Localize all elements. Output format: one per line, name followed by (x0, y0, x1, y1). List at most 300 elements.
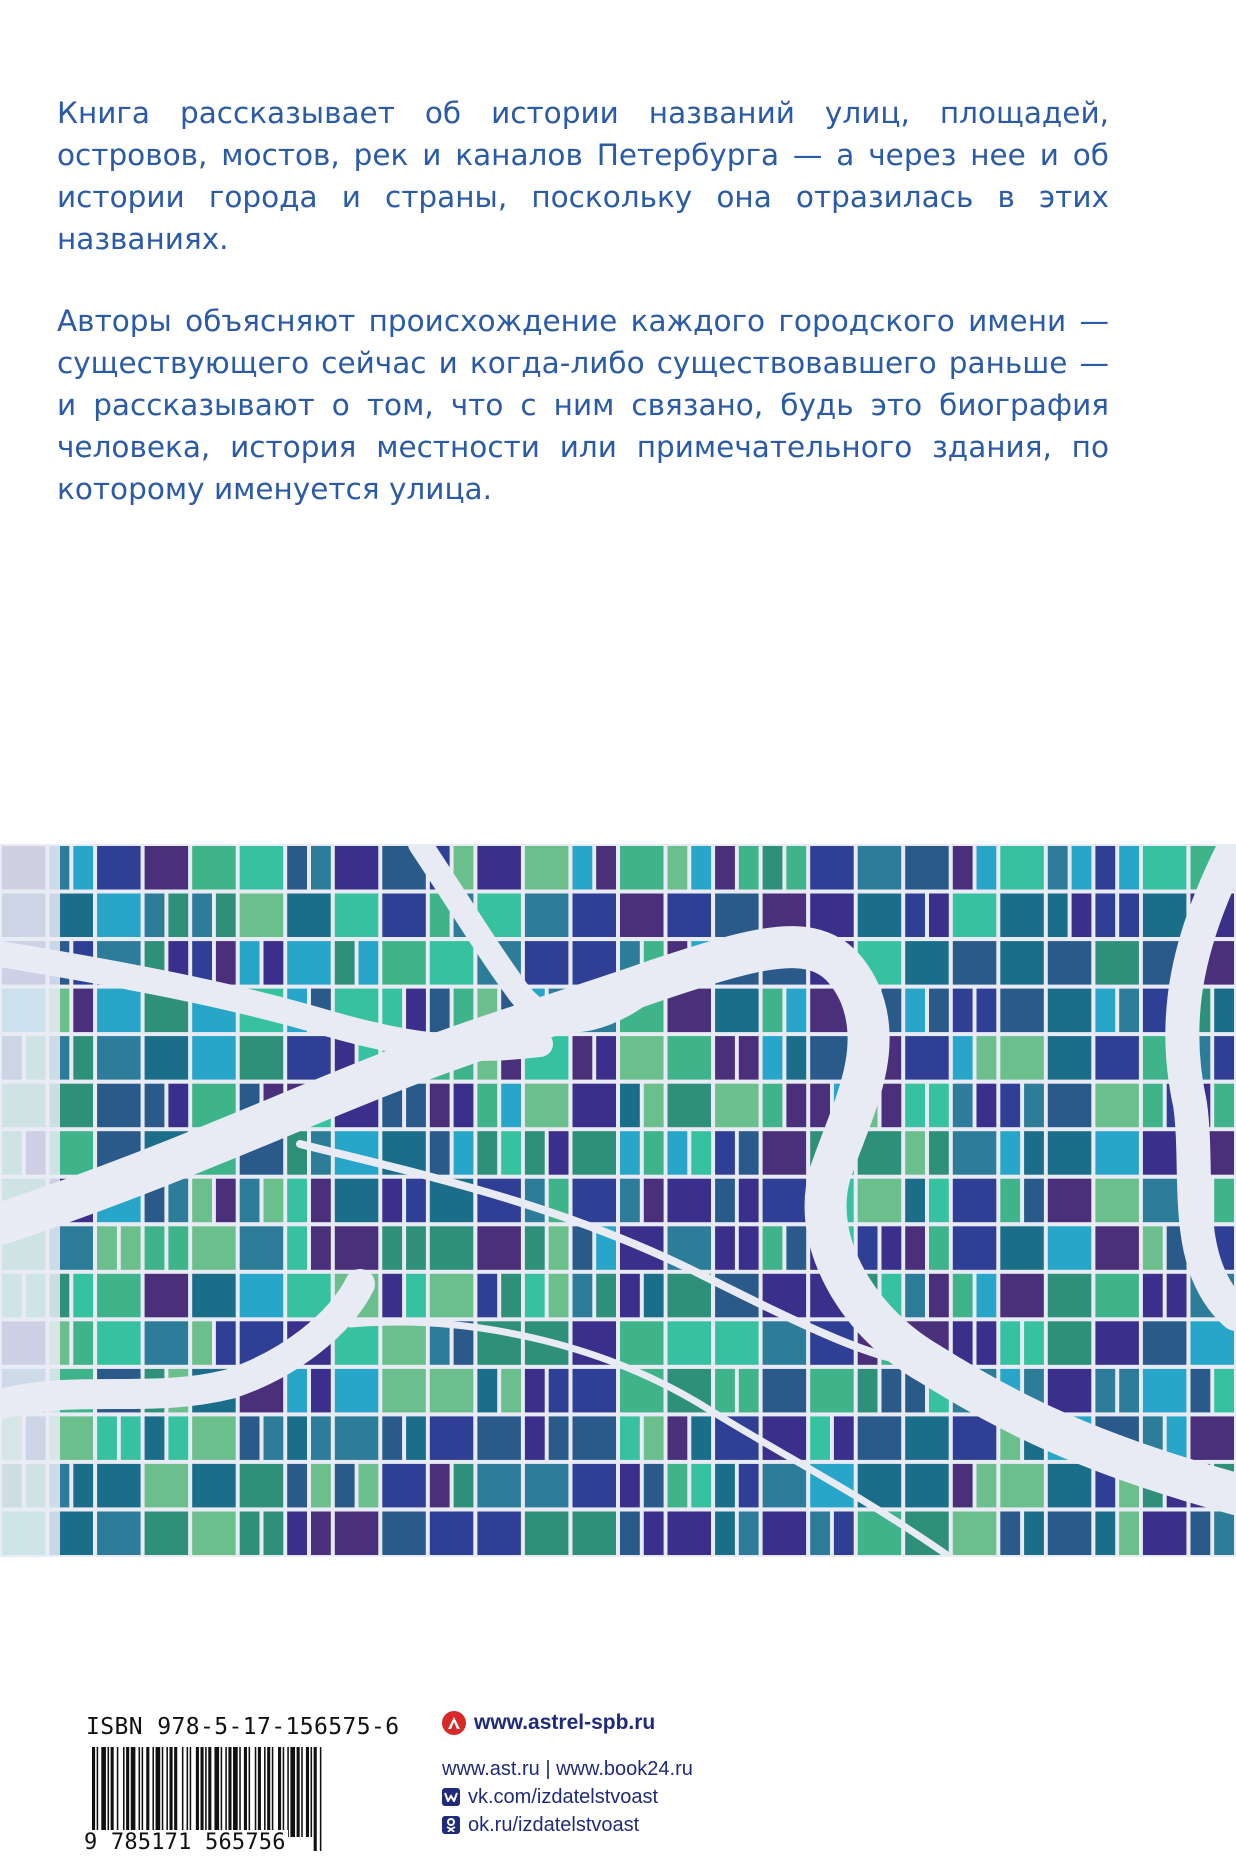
map-block (715, 1369, 735, 1413)
map-block (691, 1464, 711, 1508)
map-block (905, 846, 949, 890)
map-block (953, 989, 973, 1033)
map-block (501, 1131, 521, 1175)
barcode-bar (249, 1747, 251, 1837)
barcode-bar (301, 1747, 303, 1837)
map-block (525, 1226, 545, 1270)
map-block (763, 1084, 783, 1128)
map-block (145, 1416, 165, 1460)
map-block (477, 846, 521, 890)
map-block (454, 1464, 474, 1508)
map-block (905, 1274, 925, 1318)
map-block (240, 1179, 260, 1223)
map-block (382, 1512, 426, 1556)
map-block (406, 1179, 426, 1223)
astrel-logo-icon (442, 1711, 466, 1735)
map-block (382, 1274, 402, 1318)
map-block (905, 1179, 925, 1223)
map-block (1000, 1274, 1044, 1318)
map-block (1024, 1321, 1044, 1365)
map-block (834, 1416, 854, 1460)
map-block (430, 1416, 474, 1460)
map-block (382, 1464, 426, 1508)
map-block (311, 1179, 331, 1223)
map-block (73, 1274, 93, 1318)
map-block (145, 1226, 165, 1270)
map-block (573, 1369, 617, 1413)
map-block (977, 1464, 997, 1508)
ok-link[interactable] (442, 1811, 842, 1839)
map-block (525, 1179, 545, 1223)
map-block (977, 1274, 997, 1318)
map-block (596, 1274, 616, 1318)
map-block (1095, 1512, 1115, 1556)
map-block (287, 1369, 307, 1413)
map-block (882, 1226, 902, 1270)
map-block (977, 989, 997, 1033)
map-block (382, 1369, 426, 1413)
map-block (287, 1464, 307, 1508)
map-block (1000, 846, 1044, 890)
map-block (1048, 1512, 1092, 1556)
map-block (382, 1226, 402, 1270)
map-block (977, 846, 997, 890)
map-block (739, 1512, 759, 1556)
map-block (168, 1179, 188, 1223)
map-block (525, 1512, 569, 1556)
map-block (644, 1179, 664, 1223)
map-block (1095, 941, 1139, 985)
map-block (668, 1179, 712, 1223)
map-block (929, 894, 949, 938)
map-block (1214, 989, 1234, 1033)
map-block (287, 1512, 307, 1556)
map-block (620, 1321, 664, 1365)
map-block (739, 846, 759, 890)
map-block (953, 1512, 997, 1556)
map-block (382, 1321, 426, 1365)
barcode-bar (101, 1747, 106, 1837)
map-block (620, 1036, 664, 1080)
map-block (1048, 1036, 1092, 1080)
map-block (1048, 1274, 1092, 1318)
map-block (477, 1416, 521, 1460)
map-block (715, 1226, 735, 1270)
publisher-site-link[interactable]: www.astrel-spb.ru (474, 1711, 656, 1734)
map-block (573, 1036, 593, 1080)
map-block (287, 1131, 307, 1175)
map-block (1119, 989, 1139, 1033)
map-block (1024, 1131, 1044, 1175)
map-block (715, 1321, 759, 1365)
map-block (905, 1084, 925, 1128)
map-block (97, 989, 141, 1033)
map-block (573, 1416, 617, 1460)
map-block (311, 1369, 331, 1413)
map-block (573, 1226, 593, 1270)
map-block (382, 1179, 402, 1223)
map-block (1048, 1179, 1092, 1223)
barcode-bar (228, 1747, 231, 1837)
map-block (1095, 1226, 1139, 1270)
map-block (549, 1416, 569, 1460)
map-block (810, 1512, 830, 1556)
map-block (905, 989, 925, 1033)
map-block (1000, 1131, 1020, 1175)
map-block (311, 1226, 331, 1270)
map-block (1191, 1416, 1235, 1460)
map-block (549, 1131, 569, 1175)
map-block (715, 894, 759, 938)
barcode-bar (201, 1747, 204, 1837)
map-block (192, 1512, 236, 1556)
barcode-bar (290, 1747, 295, 1837)
map-block (1000, 1179, 1020, 1223)
map-block (477, 1226, 521, 1270)
map-block (1214, 1512, 1234, 1556)
map-block (335, 1226, 379, 1270)
map-block (763, 1369, 807, 1413)
barcode-bar (170, 1747, 173, 1837)
map-block (1095, 989, 1115, 1033)
map-block (264, 941, 284, 985)
publisher-site[interactable] (442, 1711, 842, 1735)
annotation-text (57, 92, 1109, 510)
map-block (1048, 1226, 1092, 1270)
ok-link-text[interactable]: ok.ru/izdatelstvoast (468, 1814, 640, 1836)
map-block (1214, 1084, 1234, 1128)
map-block (430, 1321, 450, 1365)
map-block (905, 1131, 925, 1175)
map-block (1072, 846, 1092, 890)
map-block (786, 989, 806, 1033)
map-block (1143, 846, 1187, 890)
map-block (715, 1084, 759, 1128)
map-block (644, 1131, 664, 1175)
barcode-bar (297, 1747, 300, 1837)
map-block (192, 1179, 212, 1223)
map-block (668, 1084, 712, 1128)
map-block (1214, 1036, 1234, 1080)
map-block (763, 1036, 783, 1080)
map-block (715, 846, 735, 890)
map-block (715, 1131, 735, 1175)
map-block (192, 1464, 236, 1508)
barcode-bar (152, 1747, 154, 1837)
map-block (1000, 989, 1044, 1033)
barcode-bar (287, 1747, 289, 1837)
map-block (549, 1226, 569, 1270)
map-block (359, 1464, 379, 1508)
map-block (240, 1036, 284, 1080)
map-block (73, 989, 93, 1033)
map-block (1048, 989, 1092, 1033)
map-block (335, 1369, 379, 1413)
barcode-bar (306, 1747, 309, 1837)
map-block (264, 1512, 284, 1556)
map-block (1095, 894, 1115, 938)
map-block (573, 846, 593, 890)
map-block (644, 1084, 664, 1128)
map-block (929, 989, 949, 1033)
map-block (858, 1416, 902, 1460)
map-block (573, 1131, 617, 1175)
map-block (430, 1274, 474, 1318)
map-block (359, 941, 379, 985)
map-block (1000, 941, 1044, 985)
map-block (335, 941, 355, 985)
map-block (287, 1036, 331, 1080)
publisher-links-text[interactable]: www.ast.ru | www.book24.ru (442, 1758, 693, 1780)
map-block (786, 846, 806, 890)
map-block (929, 1274, 949, 1318)
map-block (145, 1274, 189, 1318)
map-block (1214, 1179, 1234, 1223)
map-block (644, 1464, 664, 1508)
map-block (953, 1179, 997, 1223)
map-block (882, 1369, 902, 1413)
barcode-bar (233, 1747, 238, 1837)
map-block (1000, 1226, 1044, 1270)
map-block (668, 1321, 712, 1365)
map-block (739, 1226, 759, 1270)
map-block (525, 1369, 545, 1413)
map-block (715, 1464, 735, 1508)
map-block (620, 846, 664, 890)
barcode-bar (117, 1747, 119, 1837)
map-block (739, 1131, 759, 1175)
map-block (1119, 846, 1139, 890)
map-block (287, 941, 331, 985)
map-block (715, 1179, 735, 1223)
map-block (97, 1036, 141, 1080)
map-block (430, 1512, 474, 1556)
map-block (1119, 894, 1139, 938)
map-block (620, 1131, 640, 1175)
map-block (763, 1512, 807, 1556)
map-block (977, 1036, 997, 1080)
publisher-block (442, 1711, 842, 1839)
map-block (691, 846, 711, 890)
map-block (858, 1369, 878, 1413)
map-block (525, 1274, 545, 1318)
map-block (668, 894, 712, 938)
map-block (1143, 1226, 1163, 1270)
map-block (905, 1416, 949, 1460)
map-block (858, 894, 902, 938)
map-block (573, 1179, 617, 1223)
map-block (430, 1369, 474, 1413)
map-block (501, 1274, 521, 1318)
map-block (121, 1416, 141, 1460)
map-block (382, 1416, 402, 1460)
barcode-bar (283, 1747, 285, 1837)
map-block (977, 1084, 997, 1128)
map-block (763, 1226, 783, 1270)
map-block (953, 1131, 997, 1175)
map-block (240, 941, 260, 985)
map-block (477, 1084, 497, 1128)
map-block (192, 1274, 236, 1318)
map-block (1024, 1084, 1044, 1128)
map-block (525, 846, 569, 890)
map-block (216, 1321, 236, 1365)
vk-link-text[interactable]: vk.com/izdatelstvoast (468, 1786, 659, 1808)
barcode-bar (146, 1747, 149, 1837)
map-block (287, 1416, 307, 1460)
barcode-digits: 9 785171 565756 (84, 1830, 286, 1855)
map-block (953, 1464, 973, 1508)
map-block (1048, 1321, 1092, 1365)
map-block (977, 1321, 997, 1365)
map-block (335, 1464, 355, 1508)
map-block (311, 1416, 331, 1460)
map-block (858, 1179, 902, 1223)
barcode-bar (174, 1747, 177, 1837)
barcode-bar (314, 1747, 317, 1851)
map-block (620, 894, 664, 938)
map-block (715, 1512, 735, 1556)
map-block (786, 1226, 806, 1270)
map-block (168, 1226, 188, 1270)
map-block (168, 1084, 188, 1128)
map-block (905, 1036, 949, 1080)
map-block (525, 1464, 569, 1508)
map-block (477, 1369, 497, 1413)
barcode-bar (162, 1747, 164, 1837)
barcode-bar (131, 1747, 136, 1837)
isbn-label: ISBN 978-5-17-156575-6 (86, 1714, 400, 1740)
map-block (810, 1084, 830, 1128)
map-block (382, 941, 426, 985)
barcode-bar (264, 1747, 266, 1837)
map-block (145, 1512, 189, 1556)
map-block (240, 1274, 284, 1318)
map-block (691, 1131, 711, 1175)
map-block (620, 1416, 640, 1460)
barcode-bar (214, 1747, 219, 1837)
map-block (953, 846, 973, 890)
map-block (739, 1179, 759, 1223)
map-block (763, 1464, 807, 1508)
map-block (240, 1512, 260, 1556)
ok-icon (442, 1816, 460, 1834)
barcode-bar (166, 1747, 168, 1837)
map-block (430, 1464, 450, 1508)
map-block (192, 1226, 236, 1270)
barcode-bar (267, 1747, 270, 1837)
map-block (1191, 1512, 1211, 1556)
map-block (668, 1464, 688, 1508)
map-block (430, 1226, 474, 1270)
map-block (1143, 1369, 1187, 1413)
map-block (1119, 1512, 1139, 1556)
map-block (953, 1084, 973, 1128)
map-block (1048, 1464, 1092, 1508)
map-block (1024, 1179, 1044, 1223)
map-block (1095, 846, 1115, 890)
map-block (596, 1036, 616, 1080)
map-block (1072, 894, 1092, 938)
map-block (145, 1464, 189, 1508)
map-block (953, 1036, 973, 1080)
map-block (287, 1179, 307, 1223)
map-block (953, 1274, 973, 1318)
map-block (810, 1416, 830, 1460)
map-block (73, 1464, 93, 1508)
barcode-bar (225, 1747, 227, 1837)
barcode-bar (244, 1747, 247, 1837)
map-block (1000, 1464, 1044, 1508)
map-block (1000, 1321, 1020, 1365)
map-block (145, 1321, 189, 1365)
map-block (73, 1036, 93, 1080)
map-block (1119, 1369, 1139, 1413)
map-block (97, 1512, 141, 1556)
map-block (715, 989, 759, 1033)
map-block (573, 1084, 617, 1128)
map-block (264, 1179, 284, 1223)
map-block (668, 1036, 712, 1080)
map-block (1048, 894, 1068, 938)
map-block (1024, 1512, 1044, 1556)
map-block (525, 1416, 545, 1460)
barcode-bar (182, 1747, 184, 1837)
map-block (644, 1274, 664, 1318)
map-block (763, 1131, 807, 1175)
map-block (573, 1512, 617, 1556)
barcode-bar (258, 1747, 261, 1837)
map-block (335, 1512, 379, 1556)
map-block (97, 1274, 141, 1318)
map-block (216, 1179, 236, 1223)
map-block (477, 1464, 521, 1508)
map-block (430, 1131, 450, 1175)
map-block (905, 1226, 925, 1270)
map-block (240, 1226, 284, 1270)
map-block (549, 1369, 569, 1413)
map-block (477, 1131, 497, 1175)
map-block (406, 1416, 426, 1460)
map-block (644, 1512, 664, 1556)
map-block (763, 846, 783, 890)
map-block (1143, 1512, 1187, 1556)
map-block (168, 1416, 188, 1460)
map-block (668, 1131, 688, 1175)
map-block (1000, 1036, 1044, 1080)
map-block (1048, 1084, 1092, 1128)
barcode-bar (239, 1747, 241, 1837)
map-block (145, 1036, 189, 1080)
map-block (1048, 941, 1092, 985)
map-block (406, 1226, 426, 1270)
publisher-links[interactable] (442, 1755, 842, 1783)
map-block (335, 1416, 379, 1460)
map-block (406, 989, 426, 1033)
map-block (525, 1131, 545, 1175)
map-block (905, 941, 949, 985)
map-block (430, 941, 474, 985)
map-block (858, 846, 902, 890)
map-block (953, 1416, 997, 1460)
map-block (763, 989, 783, 1033)
vk-link[interactable] (442, 1783, 842, 1811)
map-block (668, 1512, 712, 1556)
map-block (739, 1036, 759, 1080)
map-block (573, 1274, 593, 1318)
map-block (525, 941, 569, 985)
barcode-bar (187, 1747, 189, 1837)
